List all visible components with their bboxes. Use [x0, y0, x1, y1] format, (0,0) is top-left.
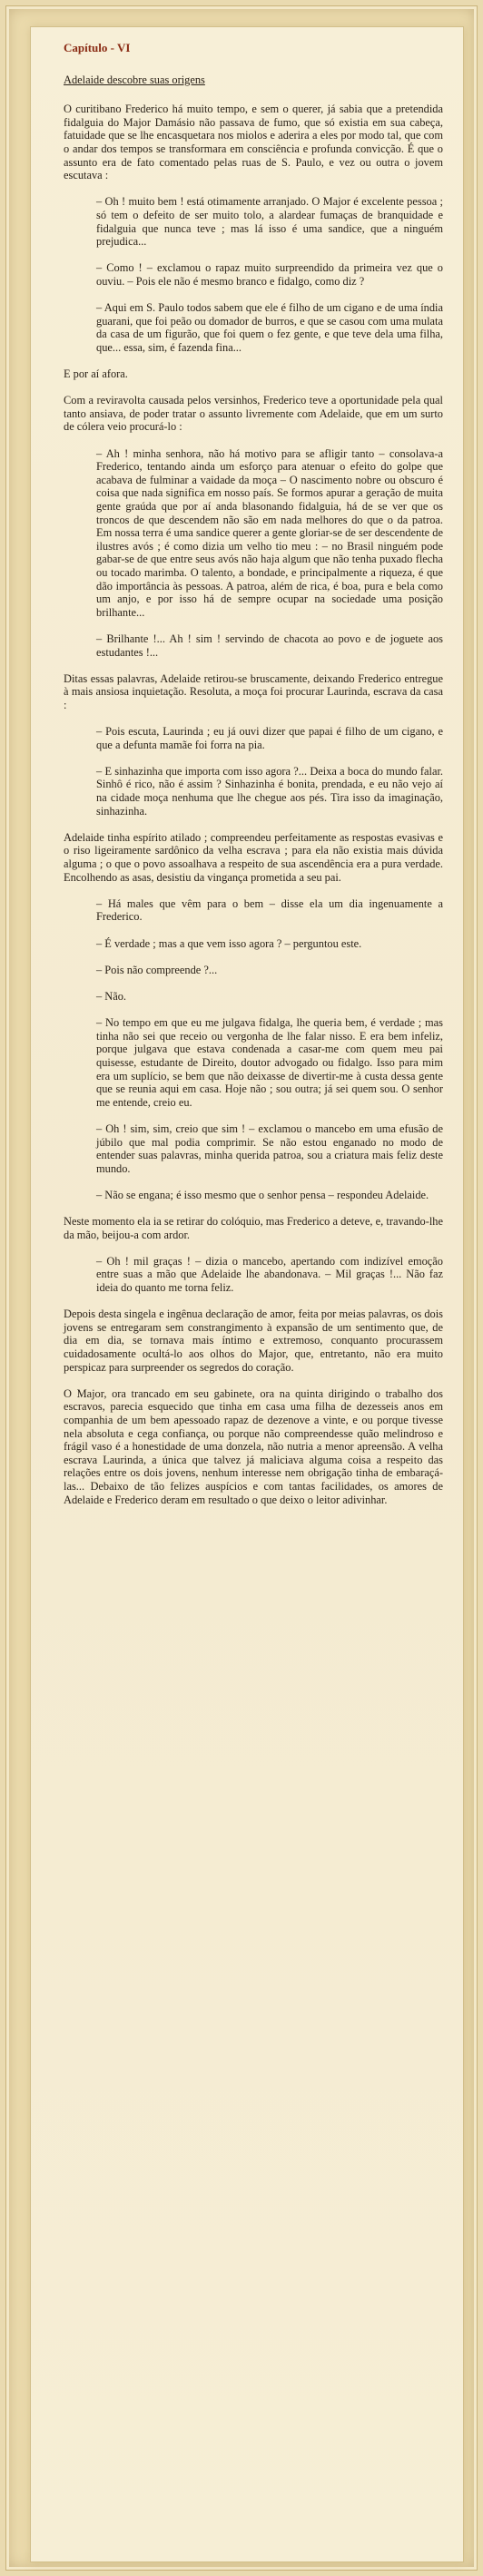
dialogue-paragraph: – E sinhazinha que importa com isso agora ?... Deixa a boca do mundo falar. Sinhô é rico, não é assim ? Sinhazinha é bonita, prendada, e eu não vejo aí na cidade moça nenhuma que lhe chegue aos pés. Tira isso da imaginação, sinhazinha. [96, 764, 443, 818]
dialogue-paragraph: – No tempo em que eu me julgava fidalga, lhe queria bem, é verdade ; mas tinha não sei que receio ou vergonha de lhe falar nisso. E era bem infeliz, porque julgava que estava condenada a casar-me com quem meu pai quisesse, estudante de Direito, doutor advogado ou fidalgo. Isso para mim era um suplício, se bem que não deixasse de divertir-me à custa dessa gente que se reunia aqui em casa. Hoje não ; sou outra; já sei quem sou. O senhor me entende, creio eu. [96, 1016, 443, 1109]
outer-frame [5, 5, 478, 2571]
dialogue-paragraph: – Aqui em S. Paulo todos sabem que ele é filho de um cigano e de uma índia guarani, que foi peão ou domador de burros, e que se casou com uma mulata da casa de um figurão, que foi quem o fez gente, e que teve dela uma filha, que... essa, sim, é fazenda fina... [96, 301, 443, 354]
chapter-title: Capítulo - VI [64, 41, 131, 54]
dialogue-paragraph: – Oh ! mil graças ! – dizia o mancebo, apertando com indizível emoção entre suas a mão que Adelaide lhe abandonava. – Mil graças !... Não faz ideia do quanto me torna feliz. [96, 1254, 443, 1295]
narrative-paragraph: O Major, ora trancado em seu gabinete, ora na quinta dirigindo o trabalho dos escravos, parecia esquecido que tinha em casa uma filha de dezesseis anos em companhia de um bem apessoado rapaz de dezenove a vinte, e ou porque tivesse nela absoluta e cega confiança, ou porque não compreendesse quão melindroso e frágil vaso é a honestidade de uma donzela, não nutria a menor apreensão. A velha escrava Laurinda, a única que talvez já maliciava alguma coisa a respeito das relações entre os dois jovens, nenhum interesse nem obrigação tinha de embaraçá-las... Debaixo de tão felizes auspícios e com tantas facilidades, os amores de Adelaide e Frederico deram em resultado o que deixo o leitor adivinhar. [64, 1386, 443, 1506]
chapter-subtitle: Adelaide descobre suas origens [64, 73, 205, 86]
narrative-paragraph: Adelaide tinha espírito atilado ; compreendeu perfeitamente as respostas evasivas e o riso ligeiramente sardônico da velha escrava ; para ela não existia mais dúvida alguma ; o que o povo assoalhava a respeito de sua ascendência era a pura verdade. Encolhendo as asas, desistiu da vingança prometida a seu pai. [64, 830, 443, 884]
page-sheet [30, 26, 464, 2562]
narrative-paragraph: O curitibano Frederico há muito tempo, e sem o querer, já sabia que a pretendida fidalguia do Major Damásio não passava de fumo, que só existia em sua cabeça, fatuidade que se lhe encasquetara nos miolos e aderira a eles por modo tal, que com o andar dos tempos se transformara em consciência e profunda convicção. É que o assunto era de fato comentado pelas ruas de S. Paulo, e vez ou outra o jovem escutava : [64, 103, 443, 182]
dialogue-paragraph: – É verdade ; mas a que vem isso agora ? – perguntou este. [96, 936, 362, 950]
dialogue-paragraph: – Ah ! minha senhora, não há motivo para se afligir tanto – consolava-a Frederico, tentando ainda um esforço para atenuar o efeito do golpe que acabava de fulminar a vaidade da moça – O nascimento nobre ou obscuro é coisa que nada significa em nosso país. Se formos apurar a geração de muita gente graúda que por aí anda blasonando fidalguia, há de se ver que os troncos de que descendem não são em nada melhores do que o da patroa. Em nossa terra é uma sandice querer a gente gloriar-se de ser descendente de ilustres avós ; é como dizia um velho tio meu : – no Brasil ninguém pode gabar-se de que entre seus avós não haja algum que não tenha puxado flecha ou tocado marimba. O talento, a bondade, e principalmente a riqueza, é que dão importância às pessoas. A patroa, além de rica, é boa, pura e bela como um anjo, e por isso há de sempre ocupar na sociedade uma posição brilhante... [96, 446, 443, 619]
dialogue-paragraph: – Brilhante !... Ah ! sim ! servindo de chacota ao povo e de joguete aos estudantes !... [96, 632, 443, 659]
narrative-paragraph: Neste momento ela ia se retirar do colóquio, mas Frederico a deteve, e, travando-lhe da mão, beijou-a com ardor. [64, 1215, 443, 1241]
chapter-content [64, 40, 443, 1520]
dialogue-paragraph: – Há males que vêm para o bem – disse ela um dia ingenuamente a Frederico. [96, 896, 443, 924]
dialogue-paragraph: – Oh ! muito bem ! está otimamente arranjado. O Major é excelente pessoa ; só tem o defeito de ser muito tolo, a alardear fumaças de branquidade e fidalguia que nunca teve ; mas lá isso é uma sandice, que a ninguém prejudica... [96, 195, 443, 249]
dialogue-paragraph: – Não. [96, 989, 127, 1003]
dialogue-paragraph: – Não se engana; é isso mesmo que o senhor pensa – respondeu Adelaide. [96, 1188, 429, 1201]
paragraph-list [64, 103, 443, 1506]
dialogue-paragraph: – Pois escuta, Laurinda ; eu já ouvi dizer que papai é filho de um cigano, e que a defunta mamãe foi forra na pia. [96, 725, 443, 751]
dialogue-paragraph: – Oh ! sim, sim, creio que sim ! – exclamou o mancebo em uma efusão de júbilo que mal podia comprimir. Se não estou enganado no modo de entender suas palavras, minha querida patroa, sou a criatura mais feliz deste mundo. [96, 1121, 443, 1175]
dialogue-paragraph: – Pois não compreende ?... [96, 963, 218, 976]
narrative-paragraph: Com a reviravolta causada pelos versinhos, Frederico teve a oportunidade pela qual tanto ansiava, de poder tratar o assunto livremente com Adelaide, que em um surto de cólera veio procurá-lo : [64, 394, 443, 434]
narrative-paragraph: Depois desta singela e ingênua declaração de amor, feita por meias palavras, os dois jovens se entregaram sem constrangimento à expansão de um sentimento que, de dia em dia, se tornava mais íntimo e extremoso, conquanto procurassem cuidadosamente ocultá-lo aos olhos do Major, que, entretanto, não era muito perspicaz para surpreender os segredos do coração. [64, 1308, 443, 1374]
narrative-paragraph: E por aí afora. [64, 367, 128, 381]
dialogue-paragraph: – Como ! – exclamou o rapaz muito surpreendido da primeira vez que o ouviu. – Pois ele não é mesmo branco e fidalgo, como diz ? [96, 261, 443, 288]
narrative-paragraph: Ditas essas palavras, Adelaide retirou-se bruscamente, deixando Frederico entregue à mais ansiosa inquietação. Resoluta, a moça foi procurar Laurinda, escrava da casa : [64, 671, 443, 711]
